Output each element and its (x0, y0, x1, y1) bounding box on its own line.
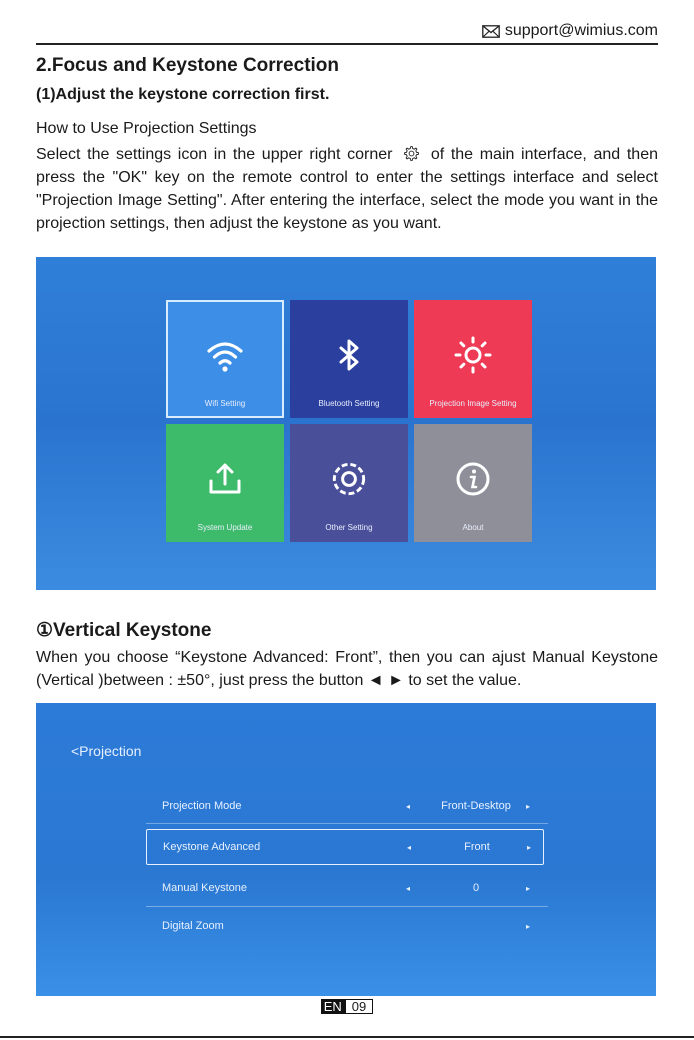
settings-menu-screenshot (36, 257, 656, 590)
vertical-keystone-paragraph: When you choose “Keystone Advanced: Front”, then you can ajust Manual Keystone (Vertical )between : ±50°, just press the button ◄ ► to set the value. (36, 649, 658, 689)
arrow-left-icon: ◂ (406, 883, 411, 893)
row-digital-zoom (146, 909, 546, 943)
arrow-left-icon: ◂ (407, 842, 412, 852)
tile-bluetooth-setting (290, 300, 408, 418)
instructions-paragraph (36, 143, 658, 235)
tile-label: System Update (197, 523, 253, 532)
section-title: 2.Focus and Keystone Correction (36, 55, 340, 76)
page-footer (0, 999, 694, 1014)
tile-label: Bluetooth Setting (318, 399, 380, 408)
row-name: Projection Mode (162, 800, 242, 812)
tile-other-setting (290, 424, 408, 542)
bluetooth-icon (327, 333, 371, 377)
header-rule (36, 43, 658, 45)
wifi-icon (203, 333, 247, 377)
para1-after: of the main interface, and then press the "OK" key on the remote control to enter the settings interface and select "Projection Image Setting". After entering the interface, select the mode you want in the projection settings, then adjust the keystone as you want. (36, 146, 659, 232)
email-text: support@wimius.com (504, 22, 658, 39)
arrow-right-icon: ▸ (526, 883, 531, 893)
row-projection-mode (146, 789, 546, 823)
tile-projection-image-setting (414, 300, 532, 418)
tile-system-update (166, 424, 284, 542)
row-name: Manual Keystone (162, 882, 247, 894)
row-name: Digital Zoom (162, 920, 224, 932)
arrow-right-icon: ▸ (526, 921, 531, 931)
gear-icon (403, 145, 420, 162)
row-name: Keystone Advanced (163, 841, 261, 853)
sun-icon (451, 333, 495, 377)
language-badge: EN (321, 999, 345, 1014)
gear-icon (327, 457, 371, 501)
row-divider (146, 906, 548, 907)
row-value: 0 (472, 882, 480, 894)
para1-before: Select the settings icon in the upper right corner (36, 146, 393, 163)
tile-label: Projection Image Setting (429, 399, 517, 408)
envelope-icon (482, 25, 500, 38)
row-divider (146, 823, 548, 824)
sub-title: (1)Adjust the keystone correction first. (36, 86, 330, 103)
arrow-right-icon: ▸ (526, 801, 531, 811)
arrow-left-icon: ◂ (406, 801, 411, 811)
row-manual-keystone (146, 871, 546, 905)
row-value: Front-Desktop (441, 800, 511, 812)
projection-settings-screenshot (36, 703, 656, 996)
tile-label: Other Setting (325, 523, 373, 532)
upload-icon (203, 457, 247, 501)
header-email (482, 22, 658, 40)
tile-about (414, 424, 532, 542)
page-number: 09 (345, 999, 373, 1014)
bottom-rule (0, 1036, 694, 1038)
info-icon (451, 457, 495, 501)
arrow-right-icon: ▸ (527, 842, 532, 852)
row-value: Front (464, 841, 490, 853)
vertical-keystone-title: ①Vertical Keystone (36, 620, 212, 641)
intro-heading: How to Use Projection Settings (36, 120, 257, 137)
tile-label: About (462, 523, 484, 532)
tile-label: Wifi Setting (204, 399, 246, 408)
tile-wifi-setting (166, 300, 284, 418)
row-keystone-advanced (146, 829, 544, 865)
projection-back-label: <Projection (71, 743, 142, 759)
